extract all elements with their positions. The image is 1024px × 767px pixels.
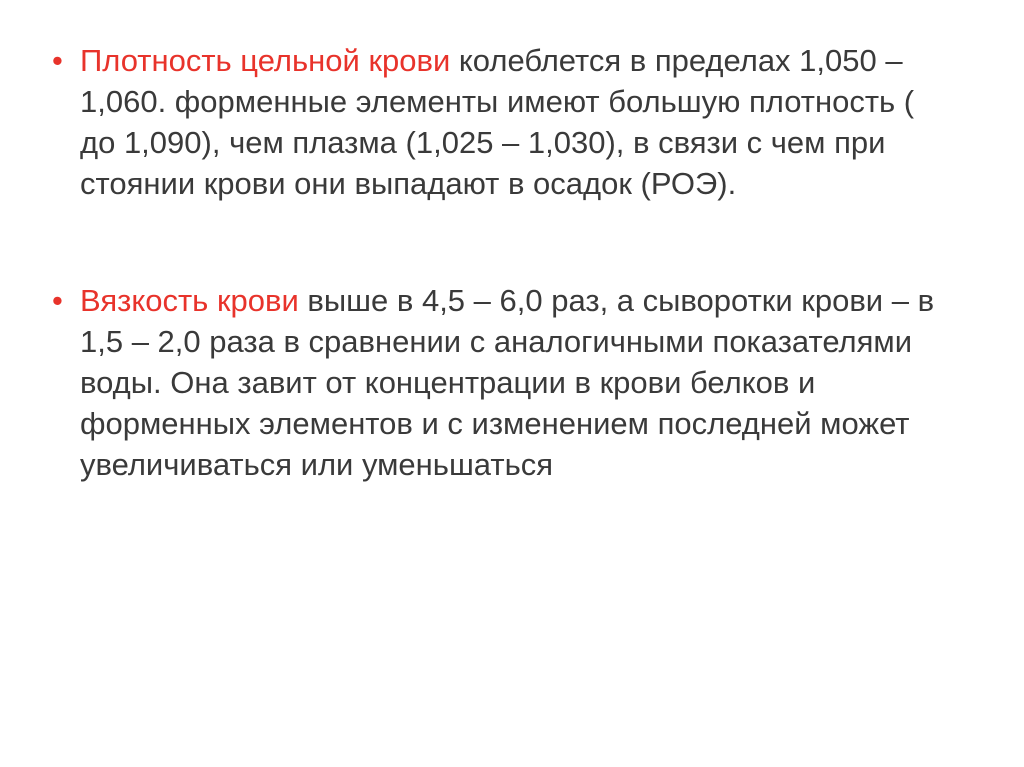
bullet-icon: • xyxy=(52,283,63,318)
bullet-icon: • xyxy=(52,43,63,78)
bullet-item-density xyxy=(52,40,952,204)
term-blood-density: Плотность цельной крови xyxy=(80,43,451,78)
bullet-list xyxy=(52,40,952,485)
bullet-text-density: колеблется в пределах 1,050 – 1,060. форменные элементы имеют большую плотность ( до 1,090), чем плазма (1,025 – 1,030), в связи с чем при стоянии крови они выпадают в осадок (РОЭ). xyxy=(80,43,915,201)
term-blood-viscosity: Вязкость крови xyxy=(80,283,299,318)
bullet-text-viscosity: выше в 4,5 – 6,0 раз, а сыворотки крови – в 1,5 – 2,0 раза в сравнении с аналогичными показателями воды. Она завит от концентрации в крови белков и форменных элементов и с изменением последней может увеличиваться или уменьшаться xyxy=(80,283,935,482)
bullet-item-viscosity xyxy=(52,280,952,485)
